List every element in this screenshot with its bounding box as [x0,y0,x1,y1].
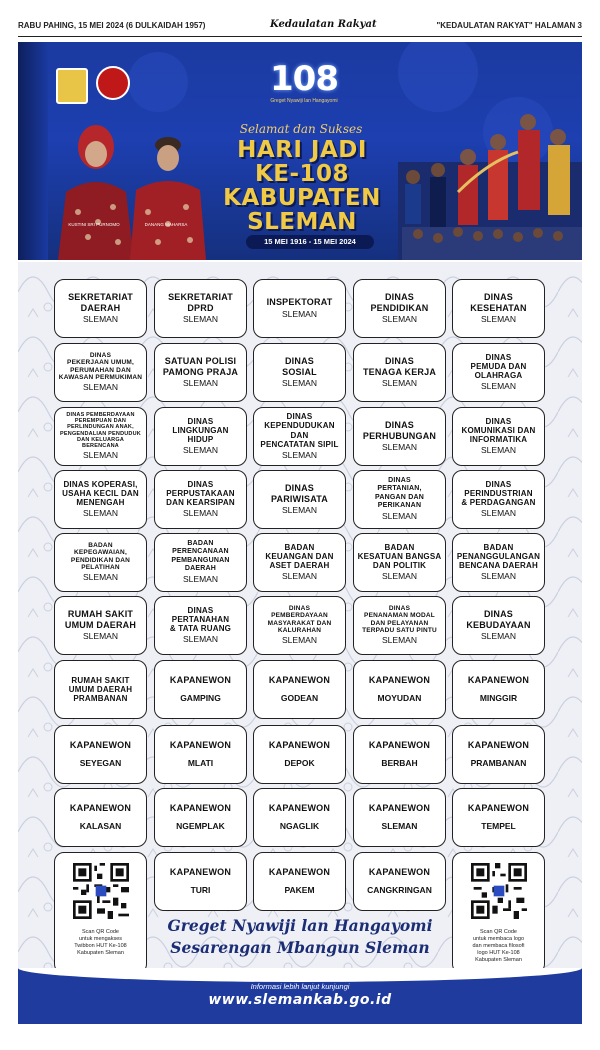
office-name: DINAS PERTANAHAN & TATA RUANG [169,605,232,634]
office-box [253,470,346,529]
office-subtitle: SLEMAN [382,377,417,388]
office-subtitle: SLEMAN [83,313,118,324]
office-box [353,533,446,592]
hero-banner [18,42,582,260]
office-name: KAPANEWON [69,739,132,750]
office-subtitle: SLEMAN [481,445,516,456]
office-name: KAPANEWON [368,739,431,750]
office-box [54,279,147,338]
office-subtitle: SLEMAN [83,630,118,641]
office-box [154,788,247,847]
office-name: KAPANEWON [368,802,431,813]
anniversary-tagline: Greget Nyawiji lan Hangayomi [270,98,338,104]
office-name: KAPANEWON [368,866,431,877]
office-subtitle: SLEMAN [481,381,516,392]
header-rule [18,36,582,37]
office-box [253,279,346,338]
office-subtitle: SLEMAN [481,313,516,324]
office-box [353,407,446,466]
office-subtitle: SLEMAN [481,508,516,519]
office-box [253,852,346,911]
office-subtitle: CANGKRINGAN [367,885,432,896]
office-subtitle: SLEMAN [183,573,218,584]
office-box [154,470,247,529]
office-box [154,279,247,338]
office-box [253,596,346,655]
office-box [154,407,247,466]
office-box [154,660,247,719]
office-box [253,725,346,784]
office-subtitle: MOYUDAN [377,693,422,704]
slogan [150,915,450,959]
office-subtitle: SLEMAN [282,635,317,646]
office-box [253,407,346,466]
office-subtitle: SLEMAN [282,377,317,388]
qr-card-left [54,852,147,974]
office-name: DINAS PERPUSTAKAAN DAN KEARSIPAN [166,479,235,508]
office-subtitle: SLEMAN [282,504,317,515]
qr-caption-right: Scan QR Code untuk membaca logo dan membaca filosofi logo HUT Ke-108 Kabupaten Sleman [472,929,525,963]
office-box [452,596,545,655]
office-box [353,343,446,402]
office-subtitle: PRAMBANAN [470,758,527,769]
sleman-regency-emblem-icon [56,68,88,104]
office-subtitle: PAKEM [284,885,315,896]
office-name: DINAS PENDIDIKAN [370,292,429,313]
office-subtitle: SLEMAN [481,630,516,641]
office-subtitle: BERBAH [381,758,418,769]
office-box [154,343,247,402]
office-subtitle: GODEAN [280,693,319,704]
office-box [253,343,346,402]
office-name: KAPANEWON [268,866,331,877]
office-box [54,788,147,847]
qr-caption-left: Scan QR Code untuk mengakses Twibbon HUT Ke-108 Kabupaten Sleman [74,929,127,956]
office-name: DINAS KOMUNIKASI DAN INFORMATIKA [461,416,536,445]
office-subtitle: SLEMAN [83,508,118,519]
office-name: KAPANEWON [69,802,132,813]
office-box [353,596,446,655]
office-name: DINAS KOPERASI, USAHA KECIL DAN MENENGAH [62,479,139,508]
office-subtitle: NGEMPLAK [176,821,225,832]
office-box [353,788,446,847]
office-box [54,407,147,466]
office-name: DINAS PERTANIAN, PANGAN DAN PERIKANAN [375,477,424,509]
office-box [54,470,147,529]
office-box [253,788,346,847]
office-box [452,788,545,847]
office-name: DINAS KEPENDUDUKAN DAN PENCATATAN SIPIL [260,412,339,449]
office-subtitle: SLEMAN [183,377,218,388]
office-name: SATUAN POLISI PAMONG PRAJA [162,356,239,377]
office-subtitle: NGAGLIK [279,821,320,832]
office-name: BADAN PERENCANAAN PEMBANGUNAN DAERAH [171,540,230,572]
office-box [452,533,545,592]
title-line: KABUPATEN [223,185,381,211]
office-subtitle: TURI [190,885,211,896]
office-subtitle: SLEMAN [282,571,317,582]
office-subtitle: SLEMAN [381,821,418,832]
person-caption-1: KUSTINI SRI PURNOMO [68,222,120,227]
banner-title [196,138,408,234]
office-subtitle: SLEMAN [282,308,317,319]
qr-code-icon [471,863,527,919]
office-name: DINAS PEMUDA DAN OLAHRAGA [470,352,527,381]
slogan-line: Sesarengan Mbangun Sleman [170,938,430,957]
office-box [452,470,545,529]
office-name: SEKRETARIAT DPRD [168,292,233,313]
office-box [452,407,545,466]
office-name: BADAN KESATUAN BANGSA DAN POLITIK [357,542,442,571]
office-name: KAPANEWON [467,802,530,813]
office-subtitle: SLEMAN [481,571,516,582]
footer-banner [18,968,582,1024]
office-box [452,279,545,338]
greeting-text: Selamat dan Sukses [239,122,363,136]
office-box [353,852,446,911]
office-name: KAPANEWON [368,674,431,685]
office-name: DINAS KEBUDAYAAN [466,609,531,630]
office-subtitle: KALASAN [79,821,122,832]
office-box [452,725,545,784]
title-line: KE-108 [254,161,350,187]
office-box [353,470,446,529]
office-name: DINAS PENANAMAN MODAL DAN PELAYANAN TERPADU SATU PINTU [362,604,437,634]
office-name: BADAN KEPEGAWAIAN, PENDIDIKAN DAN PELATIHAN [70,541,131,571]
office-subtitle: SLEMAN [382,510,417,521]
office-name: DINAS SOSIAL [282,356,317,377]
office-subtitle: SLEMAN [282,449,317,460]
office-subtitle: GAMPING [180,693,221,704]
office-name: DINAS TENAGA KERJA [362,356,437,377]
slogan-line: Greget Nyawiji lan Hangayomi [167,916,433,935]
office-name: DINAS PEMBERDAYAAN MASYARAKAT DAN KALURAHAN [267,604,332,634]
office-box [353,660,446,719]
office-box [54,660,147,719]
office-name: KAPANEWON [169,674,232,685]
office-name: BADAN KEUANGAN DAN ASET DAERAH [265,542,334,571]
office-name: KAPANEWON [169,802,232,813]
office-name: KAPANEWON [169,739,232,750]
office-name: BADAN PENANGGULANGAN BENCANA DAERAH [456,542,541,571]
office-subtitle: SLEMAN [83,572,118,583]
office-name: KAPANEWON [268,739,331,750]
office-subtitle: SLEMAN [183,313,218,324]
office-subtitle: MLATI [187,758,214,769]
office-box [253,660,346,719]
office-name: RUMAH SAKIT UMUM DAERAH PRAMBANAN [68,675,133,704]
office-name: INSPEKTORAT [266,297,333,308]
office-box [154,533,247,592]
office-box [154,725,247,784]
office-name: DINAS PEMBERDAYAAN PEREMPUAN DAN PERLINDUNGAN ANAK, PENGENDALIAN PENDUDUK DAN KELUARGA BERENCANA [60,411,141,450]
office-subtitle: DEPOK [284,758,315,769]
office-subtitle: SLEMAN [382,313,417,324]
office-subtitle: SLEMAN [382,441,417,452]
qr-card-right [452,852,545,974]
office-box [452,660,545,719]
office-name: DINAS KESEHATAN [470,292,527,313]
title-line: HARI JADI [237,137,367,163]
office-subtitle: SLEMAN [183,634,218,645]
office-name: DINAS PERINDUSTRIAN & PERDAGANGAN [461,479,536,508]
office-name: KAPANEWON [169,866,232,877]
office-subtitle: SEYEGAN [79,758,122,769]
office-subtitle: MINGGIR [479,693,518,704]
office-name: KAPANEWON [467,739,530,750]
issue-date: RABU PAHING, 15 MEI 2024 (6 DULKAIDAH 1957) [18,21,206,30]
office-subtitle: TEMPEL [481,821,516,832]
footer-info-text: Informasi lebih lanjut kunjungi [250,982,350,991]
office-name: SEKRETARIAT DAERAH [68,292,133,313]
office-box [54,725,147,784]
anniversary-date-range: 15 MEI 1916 - 15 MEI 2024 [246,235,374,249]
office-name: DINAS LINGKUNGAN HIDUP [172,416,229,445]
office-name: DINAS PERHUBUNGAN [362,420,437,441]
office-box [54,343,147,402]
office-box [154,596,247,655]
office-name: KAPANEWON [467,674,530,685]
title-line: SLEMAN [247,209,357,235]
office-subtitle: SLEMAN [382,571,417,582]
office-subtitle: SLEMAN [83,382,118,393]
office-subtitle: SLEMAN [183,445,218,456]
anniversary-logo [262,60,346,118]
office-subtitle: SLEMAN [83,450,118,461]
person-caption-2: DANANG MAHARSA [144,222,188,227]
office-box [353,725,446,784]
page-number: "KEDAULATAN RAKYAT" HALAMAN 3 [436,21,582,30]
office-subtitle: SLEMAN [183,508,218,519]
anniversary-number: 108 [270,59,338,99]
page-header [0,0,600,38]
footer-website-link[interactable]: www.slemankab.go.id [208,992,392,1008]
office-box [54,596,147,655]
office-name: DINAS PARIWISATA [271,483,328,504]
footer-wave [18,968,582,982]
office-name: KAPANEWON [268,802,331,813]
office-box [353,279,446,338]
office-name: KAPANEWON [268,674,331,685]
office-box [253,533,346,592]
qr-code-icon [73,863,129,919]
office-box [452,343,545,402]
sleman-logo-icon [96,66,130,100]
office-box [54,533,147,592]
office-name: DINAS PEKERJAAN UMUM, PERUMAHAN DAN KAWASAN PERMUKIMAN [58,351,143,381]
office-box [154,852,247,911]
office-name: RUMAH SAKIT UMUM DAERAH [64,609,137,630]
office-subtitle: SLEMAN [382,635,417,646]
masthead-logo: Kedaulatan Rakyat [270,19,377,30]
